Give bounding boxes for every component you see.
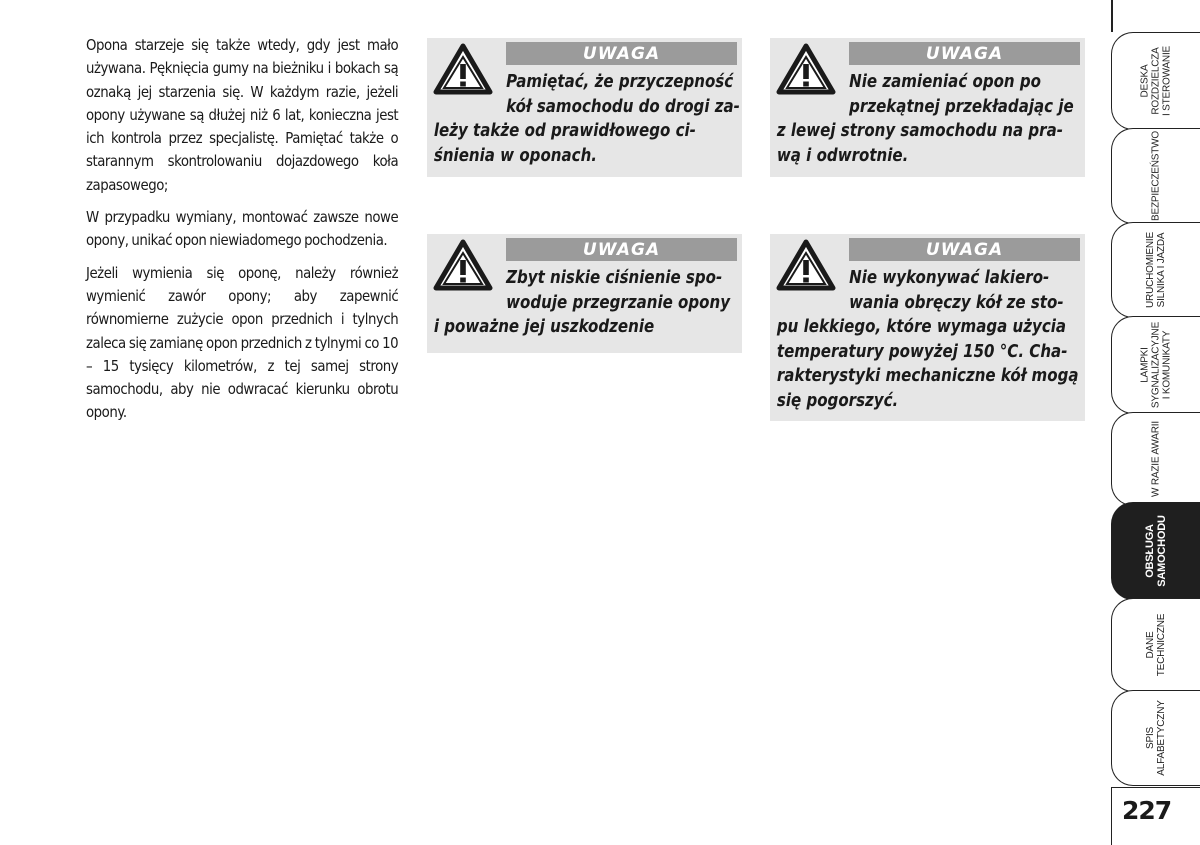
warning-line: przekątnej przekładając je xyxy=(849,96,1074,117)
warning-line: śnienia w oponach. xyxy=(433,145,598,166)
warning-heading: UWAGA xyxy=(506,238,737,261)
warning-text xyxy=(770,70,1074,168)
tab-label: OBSŁUGA SAMOCHODU xyxy=(1144,515,1168,587)
page-number-box xyxy=(1111,787,1200,845)
tab-label: URUCHOMIENIE SILNIKA I JAZDA xyxy=(1145,232,1167,308)
tab-spis-alfabetyczny[interactable] xyxy=(1111,690,1200,786)
tab-label: SPIS ALFABETYCZNY xyxy=(1145,700,1167,776)
warning-line: Zbyt niskie ciśnienie spo- xyxy=(506,268,723,288)
tab-deska-rozdzielcza[interactable] xyxy=(1111,32,1200,130)
warning-line: i poważne jej uszkodzenie xyxy=(433,317,655,337)
warning-line: wania obręczy kół ze sto- xyxy=(849,292,1064,313)
paragraph-3: Jeżeli wymienia się oponę, należy również wymienić zawór opony; aby zapewnić równomierne zużycie opon przednich i tylnych zaleca się zamianę opon przednich z tylnymi co 10 – 15 tysięcy kilometrów, z tej samej strony samochodu, aby nie odwracać kierunku obrotu opony. xyxy=(86,263,399,422)
tab-label: DESKA ROZDZIELCZA I STEROWANIE xyxy=(1139,45,1173,117)
warning-line: Pamiętać, że przyczepność xyxy=(506,72,734,92)
tab-lampki[interactable] xyxy=(1111,316,1200,414)
warning-line: woduje przegrzanie opony xyxy=(506,292,731,313)
warning-line: Nie zamieniać opon po xyxy=(849,72,1041,92)
paragraph-2: W przypadku wymiany, montować zawsze nowe opony, unikać opon niewiadomego pochodzenia. xyxy=(86,208,399,250)
warning-line: Nie wykonywać lakiero- xyxy=(849,268,1050,288)
warning-line: z lewej strony samochodu na pra- xyxy=(776,121,1063,141)
body-text xyxy=(86,34,398,434)
warning-text xyxy=(427,266,730,340)
tab-label: W RAZIE AWARII xyxy=(1150,421,1162,497)
warning-line: leży także od prawidłowego ci- xyxy=(433,121,696,141)
warning-text xyxy=(427,70,740,168)
tab-label: DANE TECHNICZNE xyxy=(1145,613,1167,677)
tab-label: LAMPKI SYGNALIZACYJNE I KOMUNIKATY xyxy=(1139,321,1173,409)
warning-heading: UWAGA xyxy=(849,238,1080,261)
warning-heading: UWAGA xyxy=(849,42,1080,65)
warning-line: wą i odwrotnie. xyxy=(776,145,909,166)
tab-label: BEZPIECZEŃSTWO xyxy=(1150,131,1162,221)
warning-box-no-lacquering xyxy=(770,234,1085,421)
warning-line: kół samochodu do drogi za- xyxy=(506,96,740,117)
warning-box-no-diagonal-swap xyxy=(770,38,1085,177)
tab-dane-techniczne[interactable] xyxy=(1111,598,1200,692)
warning-heading: UWAGA xyxy=(506,42,737,65)
warning-box-low-pressure xyxy=(427,234,742,353)
tab-uruchomienie[interactable] xyxy=(1111,222,1200,318)
warning-line: temperatury powyżej 150 °C. Cha- xyxy=(776,341,1068,362)
warning-line: rakterystyki mechaniczne kół mogą xyxy=(776,366,1079,386)
tab-w-razie-awarii[interactable] xyxy=(1111,412,1200,506)
warning-text xyxy=(770,266,1079,413)
chapter-tabs xyxy=(1111,0,1200,845)
paragraph-1: Opona starzeje się także wtedy, gdy jest mało używana. Pęknięcia gumy na bieżniku i bokach są oznaką jej starzenia się. W każdym razie, jeżeli opony używane są dłużej niż 6 lat, konieczna jest ich kontrola przez specjalistę. Pamiętać także o starannym skontrolowaniu dojazdowego koła zapasowego; xyxy=(86,36,399,194)
page-number: 227 xyxy=(1122,796,1172,825)
warning-line: się pogorszyć. xyxy=(776,390,899,411)
warning-box-tire-pressure-grip xyxy=(427,38,742,177)
warning-line: pu lekkiego, które wymaga użycia xyxy=(776,317,1067,337)
tab-obsluga-samochodu[interactable] xyxy=(1111,502,1200,600)
tab-bezpieczenstwo[interactable] xyxy=(1111,128,1200,224)
